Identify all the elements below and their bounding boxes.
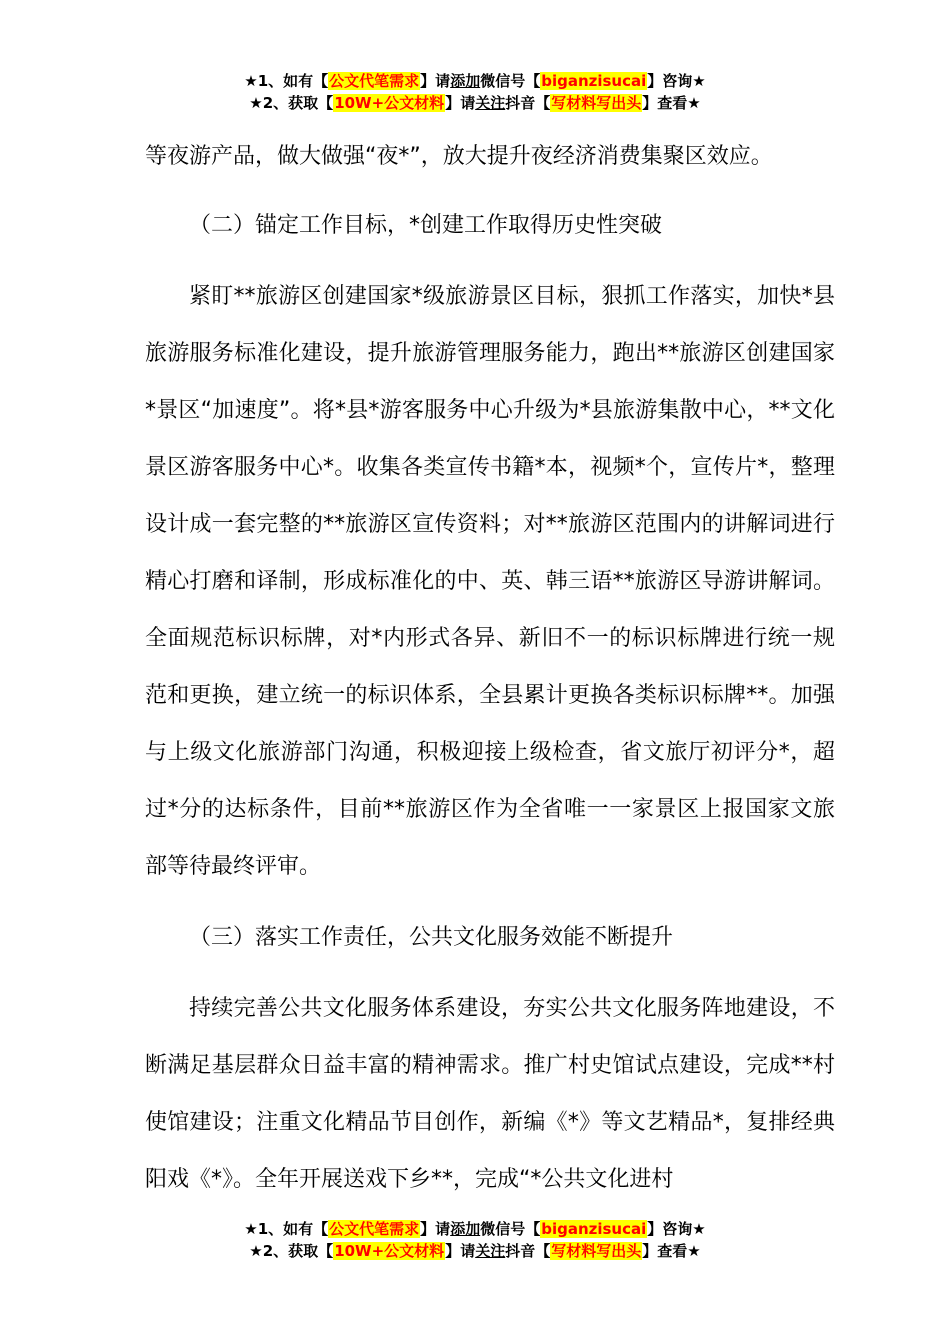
section-heading-2: （二）锚定工作目标，*创建工作取得历史性突破 [189,213,663,238]
section-heading-3: （三）落实工作责任，公共文化服务效能不断提升 [189,925,674,950]
footer-banner-line-2-highlight-douyin: 写材料写出头 [551,1242,642,1260]
header-banner-line-1-mid2: 微信号【 [480,72,541,90]
paragraph-section-3: 持续完善公共文化服务体系建设，夯实公共文化服务阵地建设，不断满足基层群众日益丰富的精神需求。推广村史馆试点建设，完成**村使馆建设；注重文化精品节目创作，新编《*》等文艺精品*，复排经典阳戏《*》。全年开展送戏下乡**，完成“*公共文化进村 [145,996,835,1192]
header-banner-line-1 [0,70,950,92]
footer-banner-line-1 [0,1218,950,1240]
header-banner-line-2-highlight-douyin: 写材料写出头 [551,94,642,112]
footer-banner-line-2-mid: 】请 [445,1242,476,1260]
header-banner [0,70,950,114]
paragraph-section-2: 紧盯**旅游区创建国家*级旅游景区目标，狠抓工作落实，加快*县旅游服务标准化建设，提升旅游管理服务能力，跑出**旅游区创建国家*景区“加速度”。将*县*游客服务中心升级为*县旅游集散中心，**文化景区游客服务中心*。收集各类宣传书籍*本，视频*个，宣传片*，整理设计成一套完整的**旅游区宣传资料；对**旅游区范围内的讲解词进行精心打磨和译制，形成标准化的中、英、韩三语**旅游区导游讲解词。全面规范标识标牌，对*内形式各异、新旧不一的标识标牌进行统一规范和更换，建立统一的标识体系，全县累计更换各类标识标牌**。加强与上级文化旅游部门沟通，积极迎接上级检查，省文旅厅初评分*，超过*分的达标条件，目前**旅游区作为全省唯一一家景区上报国家文旅部等待最终评审。 [145,284,835,879]
paragraph-continuation: 等夜游产品，做大做强“夜*”，放大提升夜经济消费集聚区效应。 [145,144,773,169]
header-banner-line-1-prefix: ★1、如有【 [244,72,329,90]
footer-banner-line-1-underline: 添加 [450,1220,481,1238]
header-banner-line-1-highlight-service: 公文代笔需求 [329,72,420,90]
footer-banner-line-2 [0,1240,950,1262]
document-body [145,128,835,1208]
header-banner-line-2-prefix: ★2、获取【 [249,94,334,112]
header-banner-line-2-mid: 】请 [445,94,476,112]
footer-banner-line-1-prefix: ★1、如有【 [244,1220,329,1238]
footer-banner-line-2-underline: 关注 [475,1242,506,1260]
footer-banner-line-1-mid2: 微信号【 [480,1220,541,1238]
footer-banner-line-1-suffix: 】咨询★ [647,1220,706,1238]
header-banner-line-1-mid: 】请 [420,72,451,90]
header-banner-line-2-mid2: 抖音【 [505,94,551,112]
header-banner-line-2-underline: 关注 [475,94,506,112]
header-banner-line-2-highlight-materials: 10W+公文材料 [334,94,445,112]
header-banner-line-1-highlight-wechat: biganzisucai [541,72,647,90]
footer-banner-line-1-highlight-service: 公文代笔需求 [329,1220,420,1238]
header-banner-line-2 [0,92,950,114]
footer-banner-line-2-prefix: ★2、获取【 [249,1242,334,1260]
footer-banner-line-2-suffix: 】查看★ [642,1242,701,1260]
footer-banner-line-2-highlight-materials: 10W+公文材料 [334,1242,445,1260]
footer-banner-line-1-mid: 】请 [420,1220,451,1238]
header-banner-line-2-suffix: 】查看★ [642,94,701,112]
footer-banner-line-1-highlight-wechat: biganzisucai [541,1220,647,1238]
footer-banner-line-2-mid2: 抖音【 [505,1242,551,1260]
header-banner-line-1-underline: 添加 [450,72,481,90]
footer-banner [0,1218,950,1262]
header-banner-line-1-suffix: 】咨询★ [647,72,706,90]
